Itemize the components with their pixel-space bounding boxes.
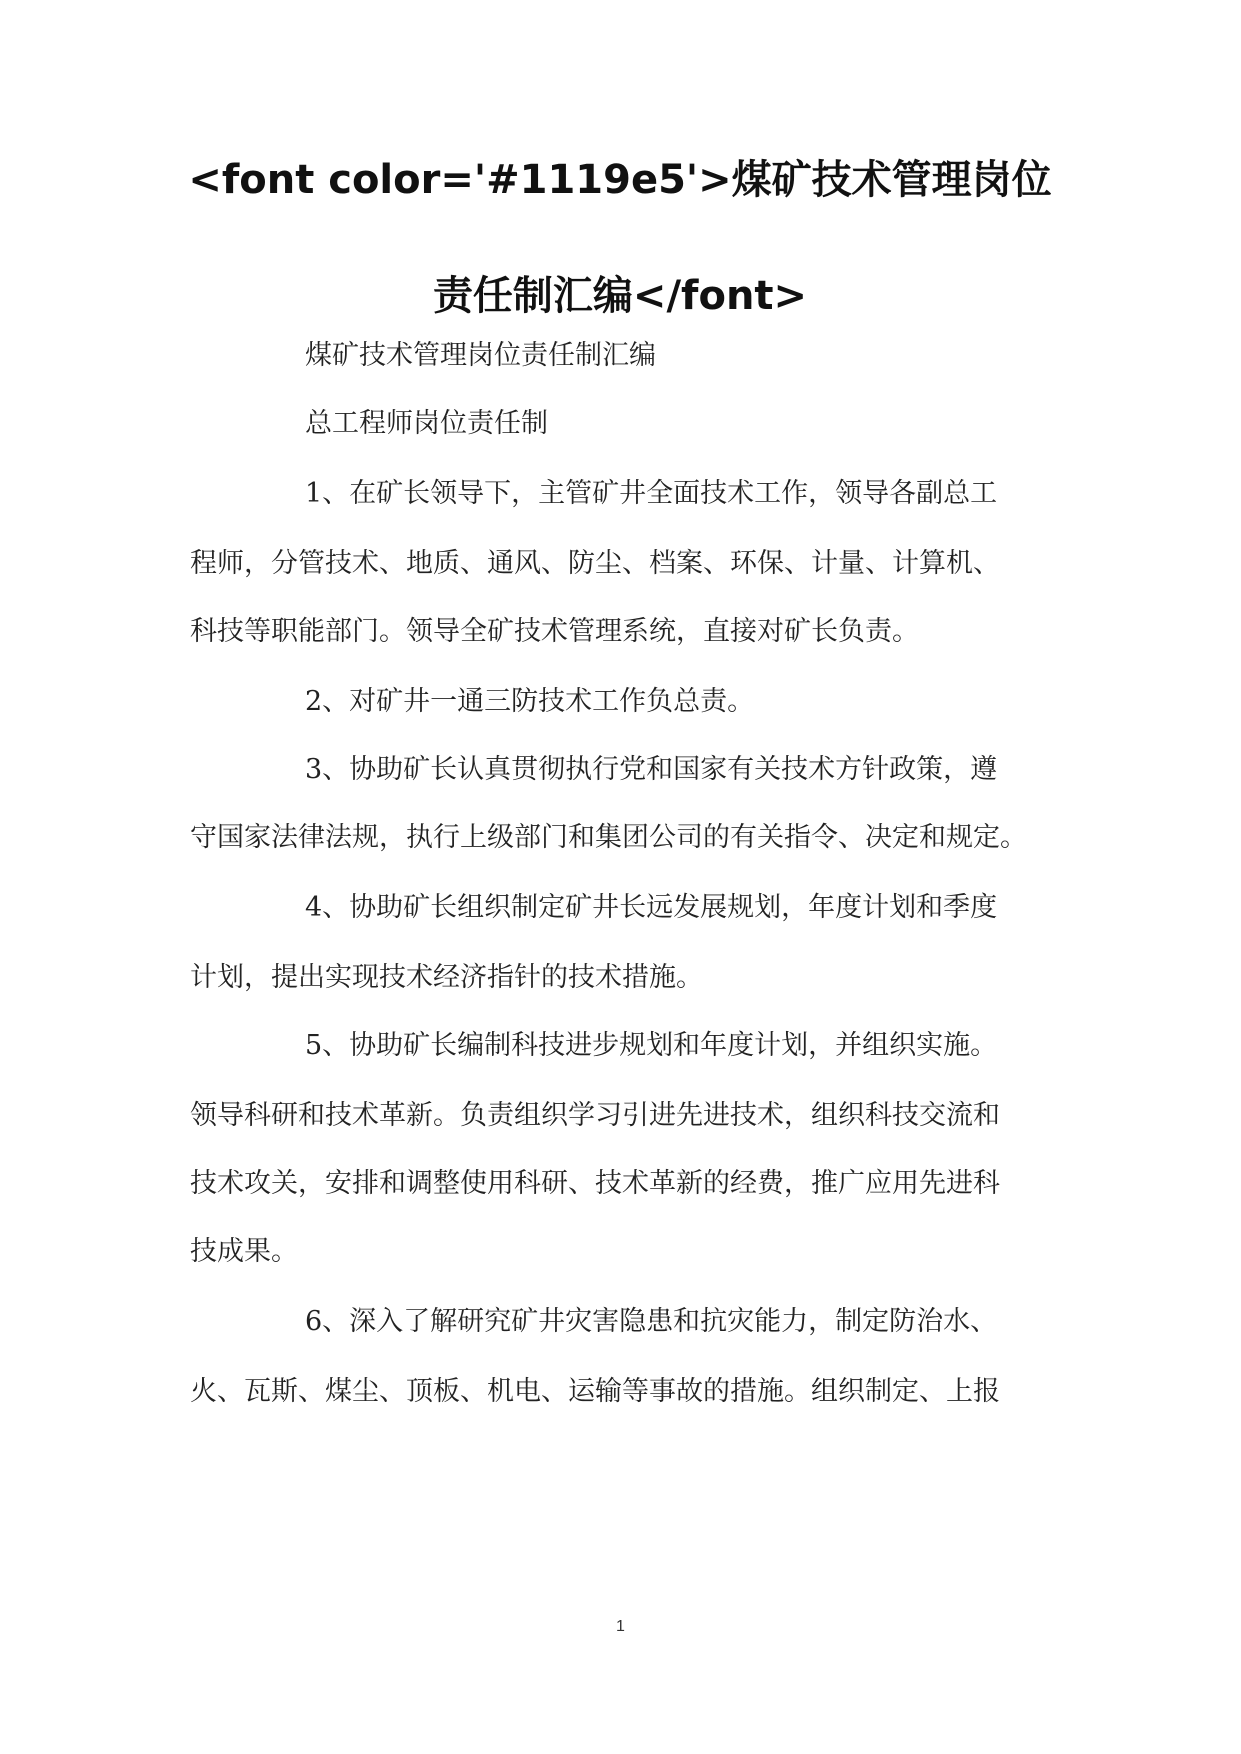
paragraph-line: 领导科研和技术革新。负责组织学习引进先进技术，组织科技交流和 (190, 1100, 1000, 1131)
document-title-line-1: <font color='#1119e5'>煤矿技术管理岗位 (188, 157, 1052, 203)
paragraph-line: 火、瓦斯、煤尘、顶板、机电、运输等事故的措施。组织制定、上报 (190, 1376, 1000, 1407)
paragraph-line: 5、协助矿长编制科技进步规划和年度计划，并组织实施。 (305, 1030, 998, 1061)
paragraph-line: 程师，分管技术、地质、通风、防尘、档案、环保、计量、计算机、 (190, 548, 1000, 579)
document-subtitle: 煤矿技术管理岗位责任制汇编 (305, 340, 656, 371)
document-title-line-2: 责任制汇编</font> (432, 273, 808, 319)
paragraph-line: 技术攻关，安排和调整使用科研、技术革新的经费，推广应用先进科 (190, 1168, 1000, 1199)
paragraph-line: 守国家法律法规，执行上级部门和集团公司的有关指令、决定和规定。 (190, 822, 1027, 853)
paragraph-line: 2、对矿井一通三防技术工作负总责。 (305, 686, 755, 717)
paragraph-line: 技成果。 (190, 1236, 298, 1267)
section-heading: 总工程师岗位责任制 (305, 408, 548, 439)
paragraph-line: 科技等职能部门。领导全矿技术管理系统，直接对矿长负责。 (190, 616, 919, 647)
page-number: 1 (616, 1618, 625, 1635)
paragraph-line: 计划，提出实现技术经济指针的技术措施。 (190, 962, 703, 993)
paragraph-line: 4、协助矿长组织制定矿井长远发展规划，年度计划和季度 (305, 892, 998, 923)
paragraph-line: 6、深入了解研究矿井灾害隐患和抗灾能力，制定防治水、 (305, 1306, 998, 1337)
paragraph-line: 1、在矿长领导下，主管矿井全面技术工作，领导各副总工 (305, 478, 998, 509)
paragraph-line: 3、协助矿长认真贯彻执行党和国家有关技术方针政策，遵 (305, 754, 998, 785)
